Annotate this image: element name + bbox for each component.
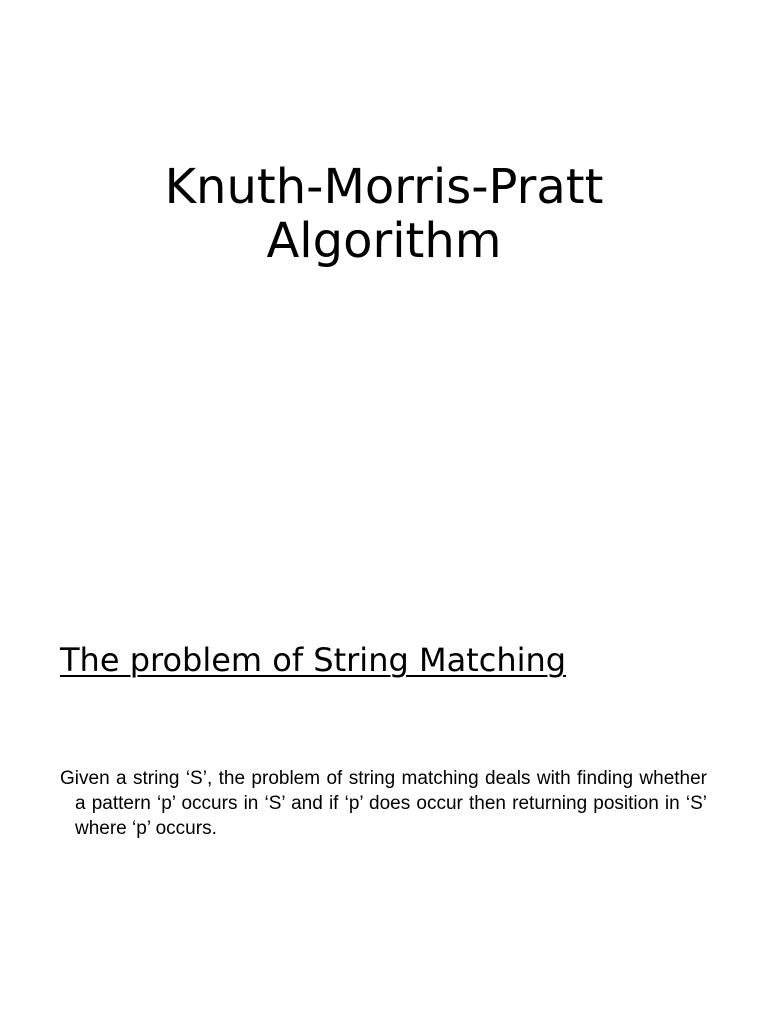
title-line-1: Knuth-Morris-Pratt xyxy=(164,159,604,215)
page-title xyxy=(0,160,768,268)
title-line-2: Algorithm xyxy=(266,213,502,269)
problem-description: Given a string ‘S’, the problem of string matching deals with finding whether a pattern ‘p’ occurs in ‘S’ and if ‘p’ does occur then returning position in ‘S’ where ‘p’ occurs. xyxy=(60,768,707,839)
section-heading: The problem of String Matching xyxy=(60,641,567,679)
